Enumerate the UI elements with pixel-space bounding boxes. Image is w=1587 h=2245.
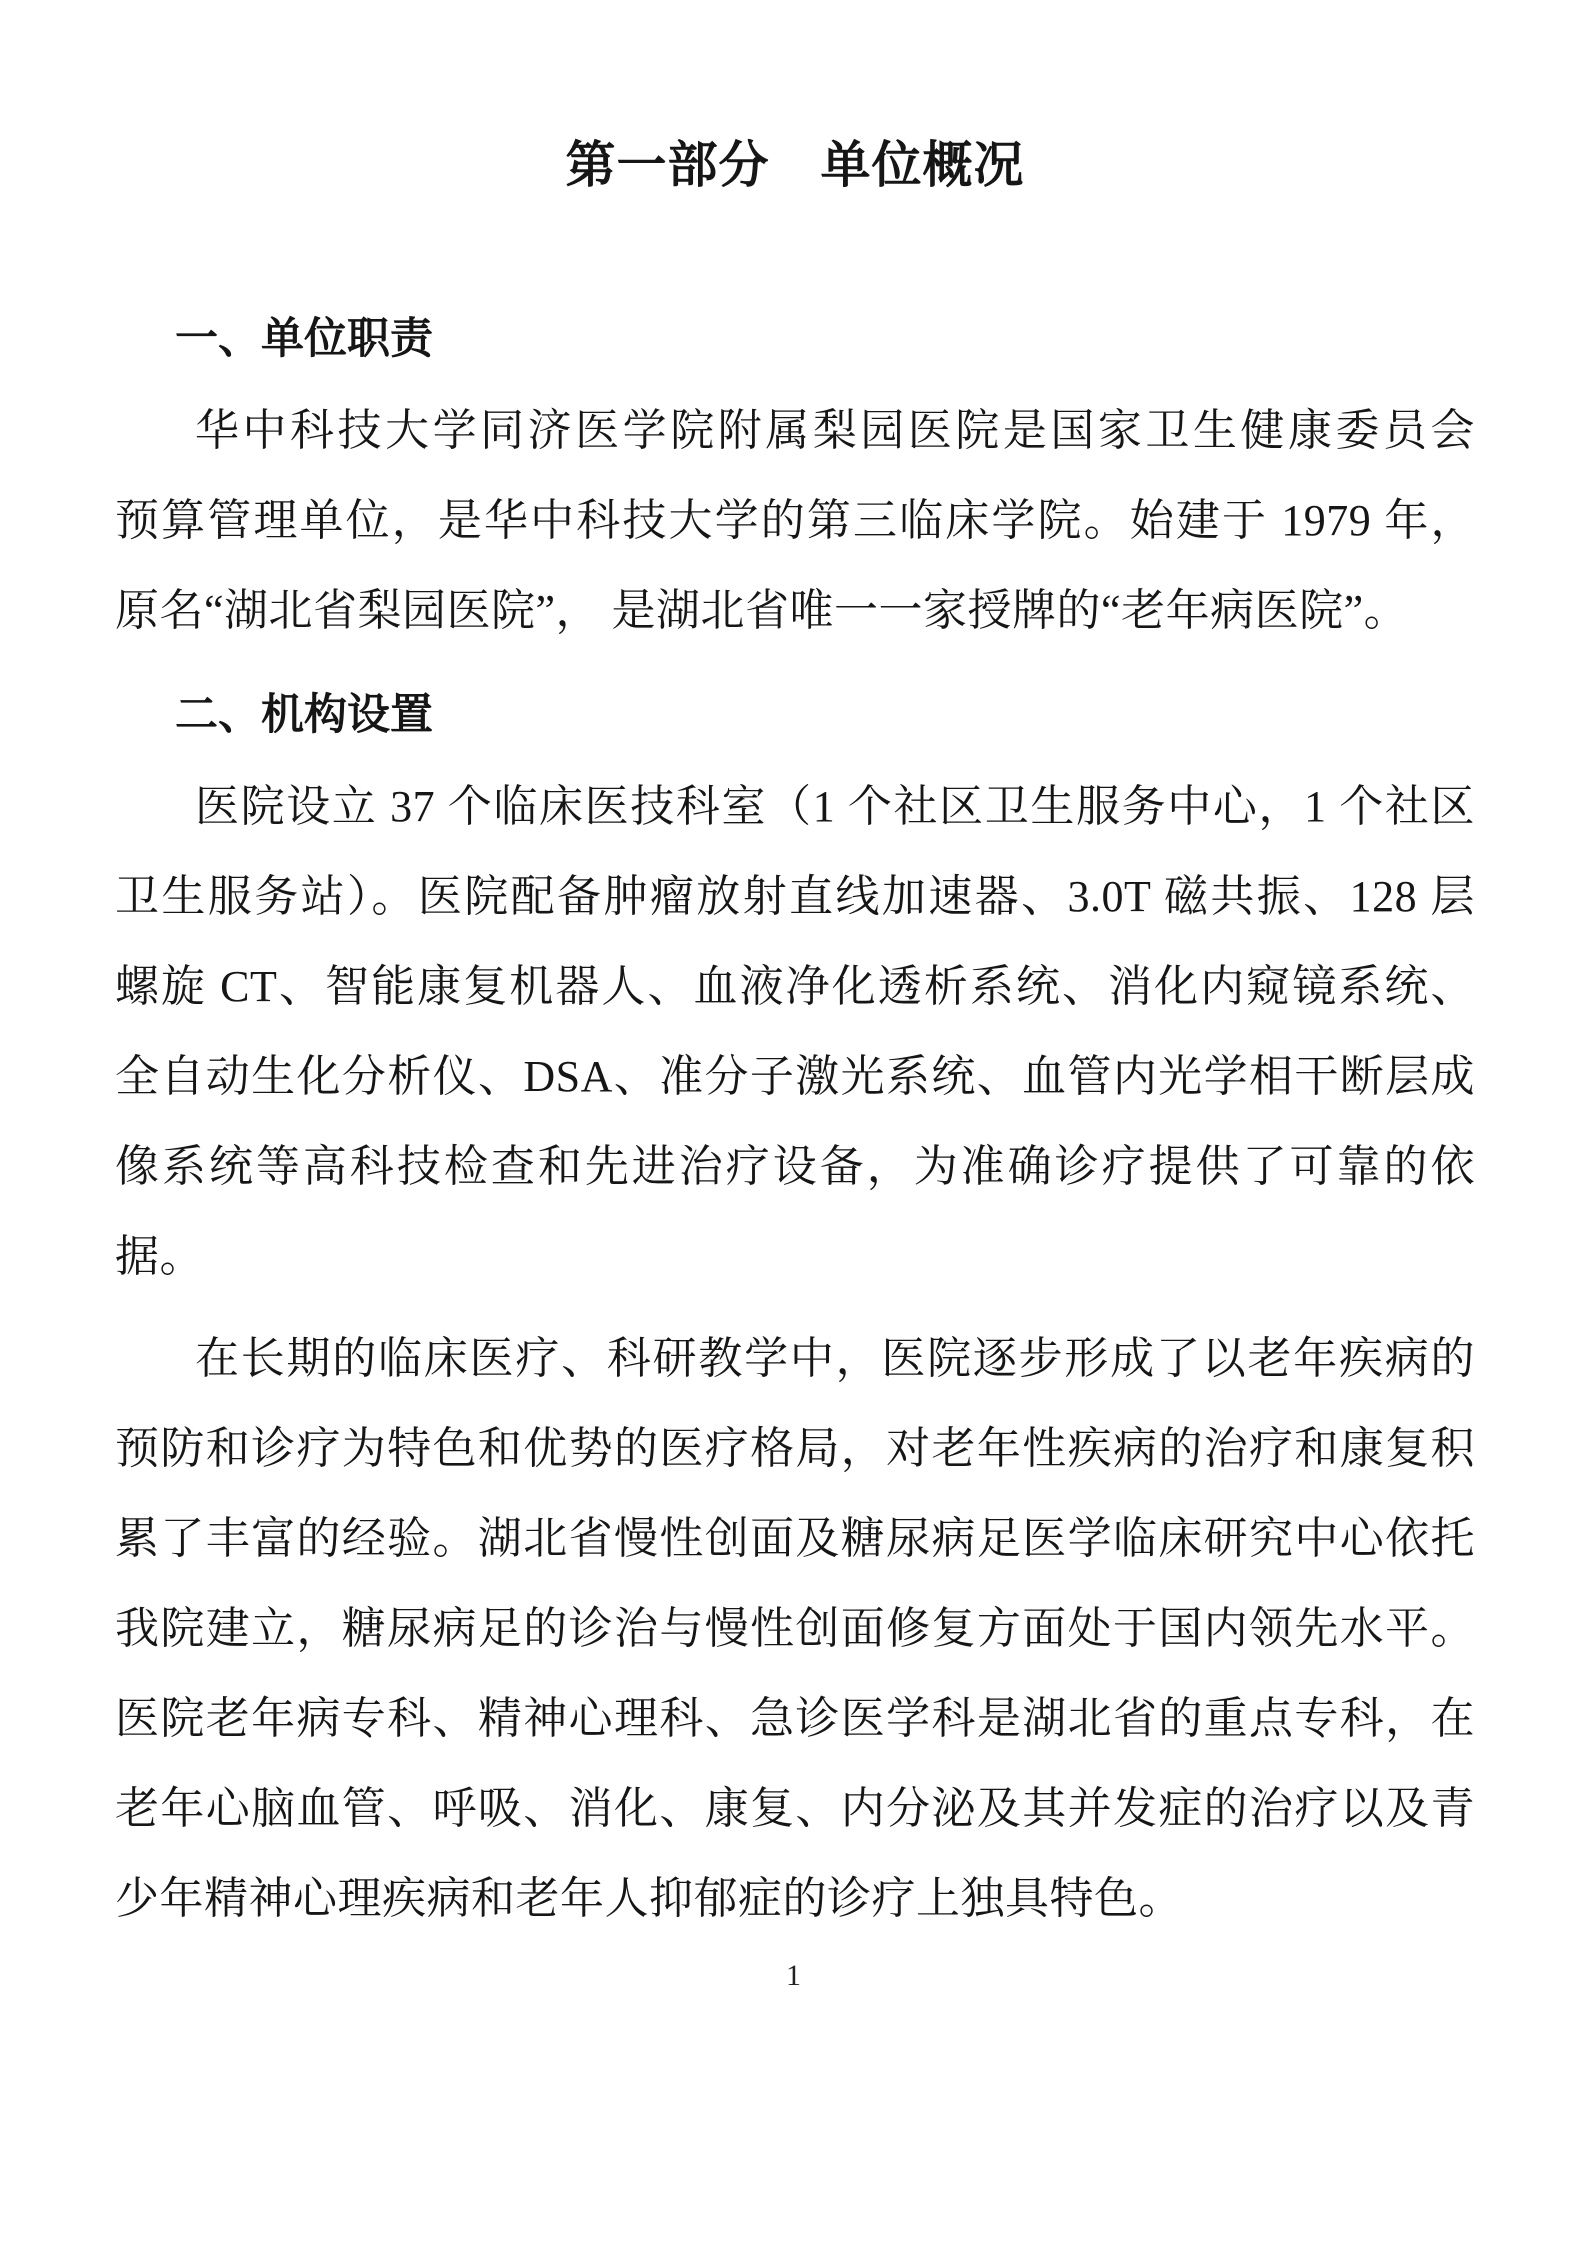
page-number: 1 — [786, 1959, 801, 1992]
paragraph-line: 医院老年病专科、精神心理科、急诊医学科是湖北省的重点专科，在 — [115, 1694, 1475, 1743]
paragraph-line: 少年精神心理疾病和老年人抑郁症的诊疗上独具特色。 — [115, 1874, 1183, 1923]
paragraph-line: 像系统等高科技检查和先进治疗设备，为准确诊疗提供了可靠的依 — [115, 1142, 1475, 1191]
paragraph-line: 我院建立，糖尿病足的诊治与慢性创面修复方面处于国内领先水平。 — [115, 1604, 1475, 1653]
page-title: 第一部分 单位概况 — [565, 137, 1025, 193]
paragraph-line: 原名“湖北省梨园医院”， 是湖北省唯一一家授牌的“老年病医院”。 — [115, 586, 1409, 635]
paragraph-line: 预防和诊疗为特色和优势的医疗格局，对老年性疾病的治疗和康复积 — [115, 1424, 1475, 1473]
paragraph-line: 卫生服务站）。医院配备肿瘤放射直线加速器、3.0T 磁共振、128 层 — [115, 872, 1475, 921]
paragraph-line: 老年心脑血管、呼吸、消化、康复、内分泌及其并发症的治疗以及青 — [115, 1784, 1475, 1833]
paragraph-line: 在长期的临床医疗、科研教学中，医院逐步形成了以老年疾病的 — [195, 1334, 1475, 1383]
paragraph — [115, 1314, 1475, 1944]
paragraph-line: 累了丰富的经验。湖北省慢性创面及糖尿病足医学临床研究中心依托 — [115, 1514, 1475, 1563]
document-body — [115, 306, 1475, 1944]
paragraph-line: 螺旋 CT、智能康复机器人、血液净化透析系统、消化内窥镜系统、 — [115, 962, 1475, 1011]
paragraph-line: 预算管理单位，是华中科技大学的第三临床学院。始建于 1979 年， — [115, 496, 1475, 545]
paragraph-line: 华中科技大学同济医学院附属梨园医院是国家卫生健康委员会 — [195, 406, 1475, 455]
section-heading: 二、机构设置 — [175, 691, 433, 739]
paragraph — [115, 762, 1475, 1302]
paragraph-line: 医院设立 37 个临床医技科室（1 个社区卫生服务中心，1 个社区 — [195, 782, 1475, 831]
paragraph — [115, 386, 1475, 656]
paragraph-line: 全自动生化分析仪、DSA、准分子激光系统、血管内光学相干断层成 — [115, 1052, 1475, 1101]
paragraph-line: 据。 — [115, 1232, 204, 1281]
section-heading: 一、单位职责 — [175, 315, 433, 363]
